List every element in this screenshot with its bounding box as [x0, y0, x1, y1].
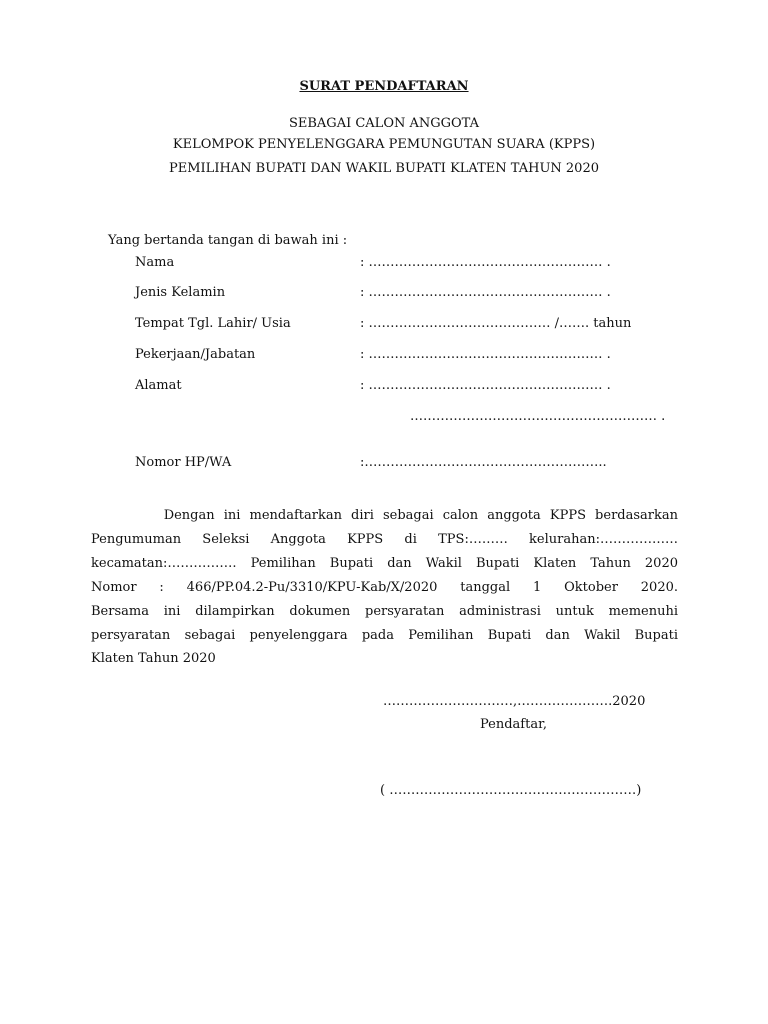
field-value-pekerjaan: : ……………………………………………… .	[360, 347, 611, 362]
body-line: Klaten Tahun 2020	[91, 651, 216, 667]
body-line: persyaratan sebagai penyelenggara pada Pemilihan Bupati dan Wakil Bupati	[91, 627, 678, 643]
field-label-tempat-tgl-lahir: Tempat Tgl. Lahir/ Usia	[135, 316, 291, 331]
field-value-alamat: : ……………………………………………… .	[360, 378, 611, 393]
intro-text: Yang bertanda tangan di bawah ini :	[108, 233, 348, 248]
body-line: Dengan ini mendaftarkan diri sebagai calon anggota KPPS berdasarkan	[91, 508, 678, 523]
field-label-alamat: Alamat	[135, 378, 182, 393]
subtitle-line-3: PEMILIHAN BUPATI DAN WAKIL BUPATI KLATEN TAHUN 2020	[169, 161, 599, 176]
signature-name-line: ( …………………………………………………)	[380, 783, 642, 798]
body-line: Bersama ini dilampirkan dokumen persyaratan administrasi untuk memenuhi	[91, 603, 678, 619]
field-label-nama: Nama	[135, 255, 175, 270]
document-title: SURAT PENDAFTARAN	[299, 79, 469, 94]
subtitle-line-1: SEBAGAI CALON ANGGOTA	[288, 116, 480, 131]
body-paragraph	[91, 504, 678, 671]
body-line: Nomor : 466/PP.04.2-Pu/3310/KPU-Kab/X/2020 tanggal 1 Oktober 2020.	[91, 579, 678, 595]
body-line: Pengumuman Seleksi Anggota KPPS di TPS:……… kelurahan:………………	[91, 531, 678, 547]
subtitle-line-2: KELOMPOK PENYELENGGARA PEMUNGUTAN SUARA (KPPS)	[172, 137, 596, 152]
signature-role: Pendaftar,	[480, 717, 548, 732]
signature-place-date: …………………………,………………….2020	[383, 694, 646, 709]
field-value-tempat-tgl-lahir: : …………………………………… /……. tahun	[360, 316, 632, 331]
field-label-nomor-hp: Nomor HP/WA	[135, 455, 232, 470]
body-line: kecamatan:……………. Pemilihan Bupati dan Wakil Bupati Klaten Tahun 2020	[91, 555, 678, 571]
field-label-jenis-kelamin: Jenis Kelamin	[135, 285, 226, 300]
field-label-pekerjaan: Pekerjaan/Jabatan	[135, 347, 256, 362]
field-value-jenis-kelamin: : ……………………………………………… .	[360, 285, 611, 300]
field-value-alamat-line-2: ………………………………………………… .	[410, 409, 666, 424]
field-value-nama: : ……………………………………………… .	[360, 255, 611, 270]
field-value-nomor-hp: :………………………………………………..	[360, 455, 607, 470]
